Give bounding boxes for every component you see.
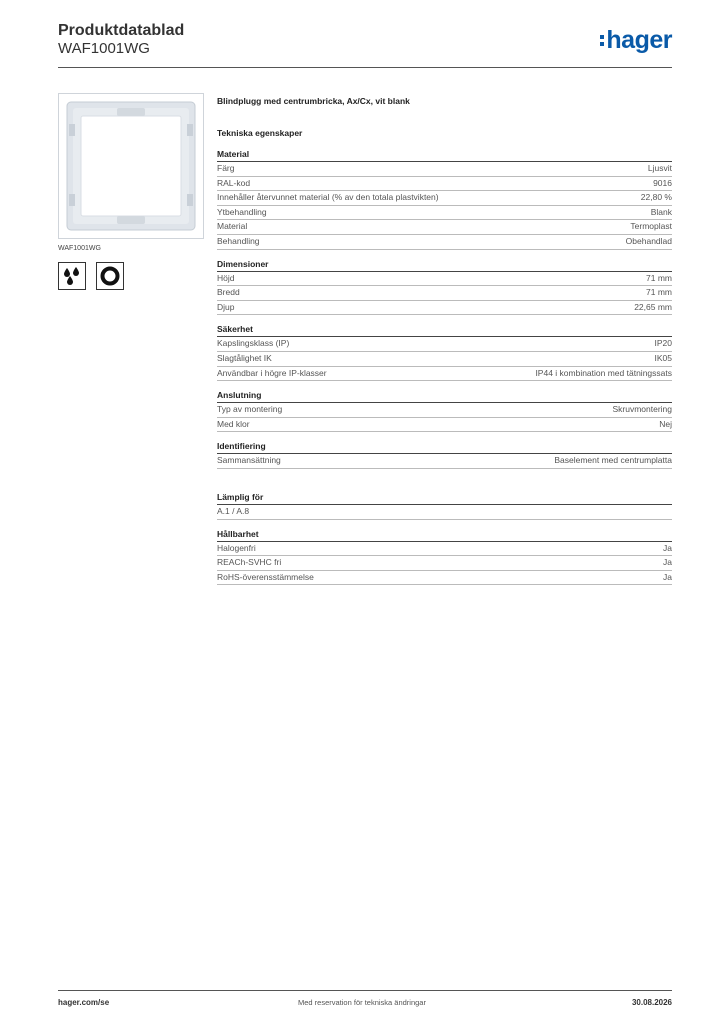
spec-label: Bredd bbox=[217, 287, 240, 298]
spec-value: 9016 bbox=[653, 177, 672, 188]
spec-row bbox=[217, 454, 672, 469]
spec-row bbox=[217, 235, 672, 250]
spec-row bbox=[217, 206, 672, 221]
spec-label: Ytbehandling bbox=[217, 206, 267, 217]
spec-label: Höjd bbox=[217, 272, 235, 283]
image-caption: WAF1001WG bbox=[58, 245, 101, 252]
spec-value: Ja bbox=[663, 542, 672, 553]
properties-title: Tekniska egenskaper bbox=[217, 128, 303, 138]
spec-row bbox=[217, 162, 672, 177]
spec-row bbox=[217, 177, 672, 192]
section-title: Identifiering bbox=[217, 441, 266, 452]
spec-row bbox=[217, 286, 672, 301]
spec-value: Ja bbox=[663, 557, 672, 568]
spec-label: A.1 / A.8 bbox=[217, 505, 250, 516]
spec-row bbox=[217, 191, 672, 206]
header-divider bbox=[58, 67, 672, 68]
spec-table bbox=[217, 541, 672, 586]
footer-date: 30.08.2026 bbox=[631, 998, 672, 1007]
spec-row bbox=[217, 505, 672, 520]
spec-table bbox=[217, 336, 672, 381]
product-code: WAF1001WG bbox=[58, 40, 150, 57]
spec-value: IP20 bbox=[654, 338, 672, 349]
section-title: Anslutning bbox=[217, 390, 262, 401]
spec-table bbox=[217, 271, 672, 316]
section-title: Hållbarhet bbox=[217, 528, 259, 539]
section-title: Lämplig för bbox=[217, 491, 264, 502]
logo-dots-icon bbox=[600, 35, 604, 46]
footer-website: hager.com/se bbox=[58, 998, 110, 1007]
spec-label: Halogenfri bbox=[217, 542, 256, 553]
spec-value: Baselement med centrumplatta bbox=[554, 455, 672, 466]
spec-panel bbox=[217, 90, 672, 585]
spec-label: Kapslingsklass (IP) bbox=[217, 338, 290, 349]
spec-table bbox=[217, 402, 672, 432]
spec-value: IP44 i kombination med tätningssats bbox=[535, 367, 672, 378]
section-title: Säkerhet bbox=[217, 324, 253, 335]
spec-value: IK05 bbox=[654, 352, 672, 363]
spec-table bbox=[217, 504, 672, 520]
spec-label: Sammansättning bbox=[217, 455, 281, 466]
spec-label: Material bbox=[217, 221, 248, 232]
spec-table bbox=[217, 453, 672, 469]
spec-value: 22,80 % bbox=[640, 192, 672, 203]
footer-divider bbox=[58, 990, 672, 991]
logo-text: hager bbox=[606, 26, 672, 54]
spec-value: Obehandlad bbox=[625, 235, 672, 246]
spec-row bbox=[217, 301, 672, 316]
spec-row bbox=[217, 272, 672, 287]
spec-label: Behandling bbox=[217, 235, 260, 246]
hager-logo bbox=[600, 28, 672, 53]
spec-value: Nej bbox=[659, 418, 672, 429]
product-name: Blindplugg med centrumbricka, Ax/Cx, vit blank bbox=[217, 96, 410, 106]
spec-table bbox=[217, 161, 672, 250]
spec-row bbox=[217, 337, 672, 352]
spec-label: Med klor bbox=[217, 418, 250, 429]
header-title: Produktdatablad bbox=[58, 22, 185, 39]
spec-label: Slagtålighet IK bbox=[217, 352, 272, 363]
spec-value: Blank bbox=[650, 206, 672, 217]
spec-row bbox=[217, 352, 672, 367]
spec-row bbox=[217, 542, 672, 557]
section-spacer bbox=[217, 469, 672, 483]
footer-disclaimer: Med reservation för tekniska ändringar bbox=[298, 998, 426, 1007]
spec-value: Termoplast bbox=[630, 221, 672, 232]
spec-label: Användbar i högre IP-klasser bbox=[217, 367, 327, 378]
spec-value: 22,65 mm bbox=[634, 301, 672, 312]
spec-label: Färg bbox=[217, 163, 235, 173]
spec-row bbox=[217, 571, 672, 586]
spec-value: Ljusvit bbox=[647, 163, 672, 173]
spec-value: Skruvmontering bbox=[612, 404, 672, 415]
spec-value: 71 mm bbox=[646, 287, 672, 298]
spec-row bbox=[217, 556, 672, 571]
spec-row bbox=[217, 220, 672, 235]
spec-label: Typ av montering bbox=[217, 404, 283, 415]
ring-icon bbox=[96, 262, 124, 290]
spec-label: REACh-SVHC fri bbox=[217, 557, 282, 568]
spec-label: RAL-kod bbox=[217, 177, 251, 188]
spec-value: 71 mm bbox=[646, 272, 672, 283]
section-title: Dimensioner bbox=[217, 258, 269, 269]
spec-value: Ja bbox=[663, 571, 672, 582]
section-title: Material bbox=[217, 149, 250, 159]
spec-row bbox=[217, 403, 672, 418]
blanking-plate-image bbox=[59, 94, 203, 238]
spec-label: Innehåller återvunnet material (% av den totala plastvikten) bbox=[217, 192, 439, 203]
spec-label: RoHS-överensstämmelse bbox=[217, 571, 314, 582]
product-image bbox=[58, 93, 204, 239]
spec-row bbox=[217, 367, 672, 382]
spec-label: Djup bbox=[217, 301, 235, 312]
spec-row bbox=[217, 418, 672, 433]
water-drops-icon bbox=[58, 262, 86, 290]
